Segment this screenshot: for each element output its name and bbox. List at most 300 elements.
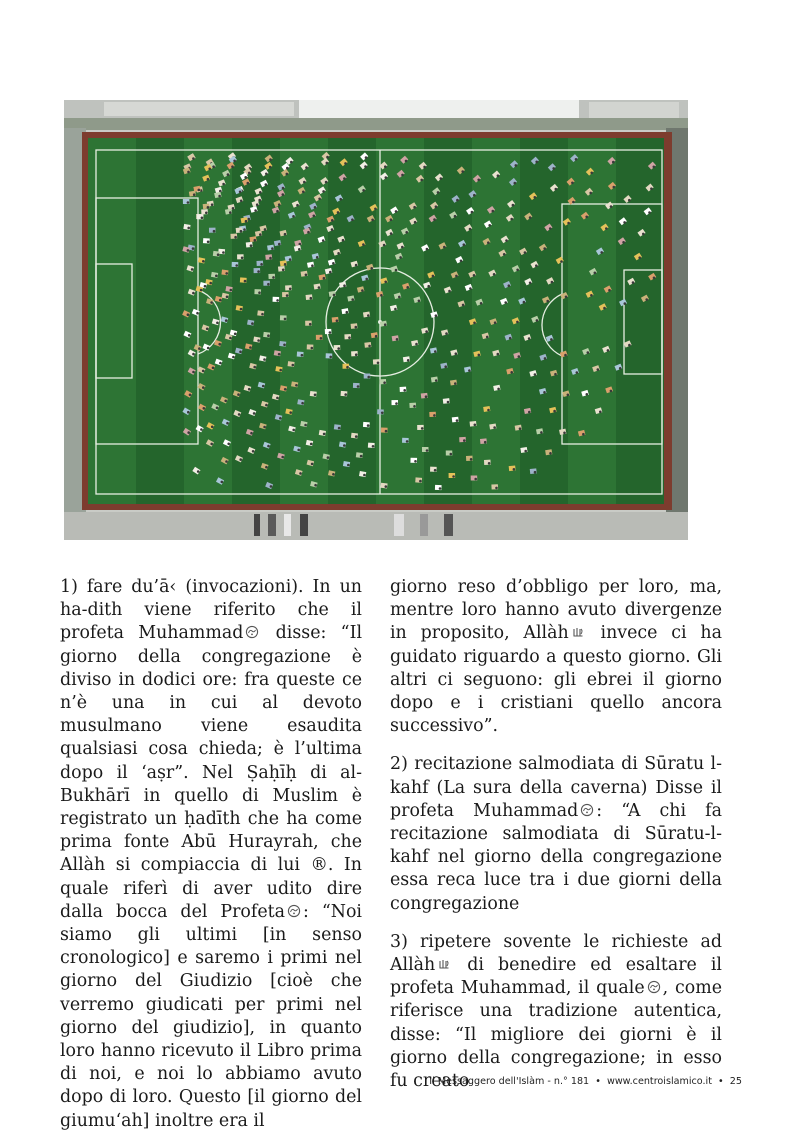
worshipper — [269, 257, 272, 260]
worshipper — [305, 274, 308, 277]
text-run: di benedire ed esaltare il profeta Muhammad, il quale — [390, 955, 722, 999]
worshipper — [603, 307, 606, 310]
worshipper — [316, 256, 319, 259]
worshipper — [642, 233, 645, 236]
worshipper — [197, 470, 200, 473]
worshipper — [189, 394, 192, 397]
allah-ligature-icon — [437, 957, 451, 971]
worshipper — [513, 468, 516, 471]
worshipper — [259, 233, 262, 236]
worshipper — [473, 322, 476, 325]
worshipper — [440, 177, 443, 180]
worshipper — [207, 178, 210, 181]
worshipper — [258, 199, 261, 202]
worshipper — [219, 362, 222, 365]
worshipper — [439, 487, 442, 490]
worshipper — [509, 337, 512, 340]
worshipper — [286, 173, 289, 176]
worshipper — [212, 165, 215, 168]
worshipper — [207, 347, 210, 350]
worshipper — [248, 172, 251, 175]
worshipper — [508, 284, 511, 287]
worshipper — [544, 357, 547, 360]
worshipper — [289, 411, 292, 414]
worshipper — [304, 424, 307, 427]
worshipper — [455, 275, 458, 278]
worshipper — [346, 366, 349, 369]
worshipper — [608, 289, 611, 292]
worshipper — [249, 346, 252, 349]
worshipper — [209, 282, 212, 285]
worshipper — [433, 218, 436, 221]
worshipper — [307, 231, 310, 234]
worshipper — [421, 427, 424, 430]
worshipper — [612, 161, 615, 164]
worshipper — [290, 161, 293, 164]
worshipper — [435, 205, 438, 208]
worshipper — [265, 404, 268, 407]
worshipper — [207, 206, 210, 209]
worshipper — [252, 450, 255, 453]
worshipper — [648, 211, 651, 214]
allah-ligature-icon — [571, 625, 585, 639]
worshipper — [468, 369, 471, 372]
text-run: : “Noi siamo gli ultimi [in senso cronologico] e saremo i primi nel giorno del Giudizio [cioè che verremo giudicati per primi nel giorno del giudizio], in quanto loro hanno ricevuto il Libro prima di noi, e noi lo abbiamo avuto dopo di loro. Questo [il giorno del giumu‘ah] inoltre era il — [60, 901, 362, 1131]
worshipper — [267, 334, 270, 337]
worshipper — [326, 162, 329, 165]
worshipper — [504, 301, 507, 304]
worshipper — [474, 424, 477, 427]
worshipper — [253, 412, 256, 415]
worshipper — [263, 358, 266, 361]
worshipper — [372, 445, 375, 448]
worshipper — [272, 276, 275, 279]
worshipper — [270, 485, 273, 488]
worshipper — [549, 227, 552, 230]
worshipper — [299, 243, 302, 246]
worshipper — [237, 393, 240, 396]
worshipper — [279, 417, 282, 420]
worshipper — [320, 337, 323, 340]
worshipper — [546, 300, 549, 303]
worshipper — [385, 176, 388, 179]
worshipper — [624, 302, 627, 305]
worshipper — [239, 458, 242, 461]
worshipper — [560, 260, 563, 263]
worshipper — [361, 289, 364, 292]
text-run: giorno reso d’obbligo per loro, ma, mentre loro hanno avuto divergenze in proposito, Allàh — [390, 577, 722, 644]
worshipper — [281, 456, 284, 459]
worshipper — [187, 431, 190, 434]
worshipper — [553, 410, 556, 413]
worshipper — [405, 231, 408, 234]
worshipper — [572, 201, 575, 204]
worshipper — [313, 215, 316, 218]
worshipper — [329, 356, 332, 359]
worshipper — [347, 464, 350, 467]
worshipper — [413, 405, 416, 408]
worshipper — [492, 210, 495, 213]
worshipper — [426, 449, 429, 452]
worshipper — [488, 462, 491, 465]
worshipper — [198, 189, 201, 192]
worshipper — [503, 253, 506, 256]
worshipper — [399, 256, 402, 259]
worshipper — [232, 207, 235, 210]
worshipper — [271, 247, 274, 250]
worshipper — [240, 308, 243, 311]
worshipper — [495, 487, 498, 490]
worshipper — [282, 187, 285, 190]
worshipper — [403, 389, 406, 392]
worshipper — [187, 227, 190, 230]
worshipper — [254, 209, 257, 212]
worshipper — [229, 211, 232, 214]
pbuh-ligature-icon — [245, 625, 259, 639]
worshipper — [284, 233, 287, 236]
worshipper — [202, 386, 205, 389]
worshipper — [384, 281, 387, 284]
worshipper — [534, 196, 537, 199]
worshipper — [240, 200, 243, 203]
worshipper — [292, 215, 295, 218]
worshipper — [284, 318, 287, 321]
worshipper — [367, 376, 370, 379]
worshipper — [357, 385, 360, 388]
worshipper — [406, 286, 409, 289]
worshipper — [244, 280, 247, 283]
magazine-issue: Il Messaggero dell'Islàm - n.° 181 — [429, 1076, 590, 1087]
worshipper — [355, 353, 358, 356]
worshipper — [217, 253, 220, 256]
left-text-column — [60, 576, 362, 1144]
worshipper — [434, 350, 437, 353]
worshipper — [257, 339, 260, 342]
worshipper — [278, 203, 281, 206]
worshipper — [512, 204, 515, 207]
worshipper — [516, 321, 519, 324]
worshipper — [375, 335, 378, 338]
worshipper — [486, 336, 489, 339]
worshipper — [494, 321, 497, 324]
worshipper — [346, 311, 349, 314]
worshipper — [192, 353, 195, 356]
worshipper — [226, 422, 229, 425]
worshipper — [318, 286, 321, 289]
page-number: 25 — [729, 1076, 742, 1087]
worshipper — [576, 371, 579, 374]
worshipper — [213, 230, 216, 233]
worshipper — [314, 206, 317, 209]
worshipper — [463, 439, 466, 442]
worshipper — [192, 247, 195, 250]
worshipper — [298, 248, 301, 251]
worshipper — [221, 481, 224, 484]
worshipper — [536, 319, 539, 322]
worshipper — [200, 289, 203, 292]
worshipper — [461, 170, 464, 173]
worshipper — [329, 271, 332, 274]
worshipper — [414, 460, 417, 463]
worshipper — [234, 333, 237, 336]
text-run: 1) fare du’ā‹ (invocazioni). In un ha-dith viene riferito che il profeta Muhammad — [60, 577, 362, 644]
worshipper — [360, 455, 363, 458]
worshipper — [518, 355, 521, 358]
aerial-stadium-photo — [64, 100, 688, 540]
worshipper — [282, 269, 285, 272]
worshipper — [514, 182, 517, 185]
worshipper — [367, 424, 370, 427]
worshipper — [187, 171, 190, 174]
worshipper — [599, 411, 602, 414]
worshipper — [463, 243, 466, 246]
worshipper — [322, 190, 325, 193]
worshipper — [653, 166, 656, 169]
worshipper — [371, 219, 374, 222]
worshipper — [262, 385, 265, 388]
worshipper — [610, 390, 613, 393]
worshipper — [292, 429, 295, 432]
worshipper — [196, 312, 199, 315]
worshipper — [395, 269, 398, 272]
worshipper — [535, 161, 538, 164]
worshipper — [235, 264, 238, 267]
worshipper — [332, 262, 335, 265]
worshipper — [355, 264, 358, 267]
worshipper — [191, 268, 194, 271]
worshipper — [554, 373, 557, 376]
worshipper — [269, 166, 272, 169]
worshipper — [454, 215, 457, 218]
worshipper — [297, 449, 300, 452]
worshipper — [310, 297, 313, 300]
worshipper — [355, 435, 358, 438]
worshipper — [413, 206, 416, 209]
worshipper — [480, 302, 483, 305]
worshipper — [497, 388, 500, 391]
worshipper — [523, 301, 526, 304]
worshipper — [338, 427, 341, 430]
worshipper — [296, 204, 299, 207]
worshipper — [192, 292, 195, 295]
worshipper — [638, 256, 641, 259]
worshipper — [219, 299, 222, 302]
worshipper — [239, 351, 242, 354]
worshipper — [233, 160, 236, 163]
worshipper — [232, 356, 235, 359]
worshipper — [261, 313, 264, 316]
worshipper — [187, 249, 190, 252]
worshipper — [425, 330, 428, 333]
worshipper — [405, 160, 408, 163]
worshipper — [348, 336, 351, 339]
worshipper — [333, 294, 336, 297]
worshipper — [245, 220, 248, 223]
worshipper — [265, 173, 268, 176]
worshipper — [567, 394, 570, 397]
page-footer — [429, 1076, 742, 1087]
worshipper — [396, 338, 399, 341]
worshipper — [303, 181, 306, 184]
worshipper — [550, 338, 553, 341]
paragraph-blessings — [390, 931, 722, 1093]
worshipper — [267, 283, 270, 286]
worshipper — [318, 198, 321, 201]
footer-separator: • — [595, 1076, 601, 1087]
worshipper — [247, 182, 250, 185]
worshipper — [433, 414, 436, 417]
worshipper — [276, 397, 279, 400]
worshipper — [202, 370, 205, 373]
worshipper — [587, 351, 590, 354]
worshipper — [241, 257, 244, 260]
worshipper — [370, 267, 373, 270]
worshipper — [225, 319, 228, 322]
worshipper — [326, 156, 329, 159]
worshipper — [645, 298, 648, 301]
worshipper — [227, 443, 230, 446]
worshipper — [301, 402, 304, 405]
worshipper — [401, 246, 404, 249]
worshipper — [229, 337, 232, 340]
worshipper — [299, 472, 302, 475]
worshipper — [589, 192, 592, 195]
worshipper — [222, 251, 225, 254]
worshipper — [383, 381, 386, 384]
worshipper — [462, 304, 465, 307]
worshipper — [381, 412, 384, 415]
worshipper — [253, 366, 256, 369]
text-run: disse: “Il giorno della congregazione è diviso in dodici ore: fra queste ce n’è una in cui al devoto musulmano viene esaudita qualsiasi cosa chieda; è l’ultima dopo il ‘aṣr”. Nel Ṣaḥīḥ di al-Bukhārī in quello di Muslim è registrato un ḥadīth che ha come prima fonte Abū Hurayrah, che Allàh si compiaccia di lui ®. In quale riferì di aver udito dire dalla bocca del Profeta — [60, 623, 362, 922]
worshipper — [435, 314, 438, 317]
worshipper — [234, 236, 237, 239]
worshipper — [243, 228, 246, 231]
worshipper — [528, 337, 531, 340]
worshipper — [619, 367, 622, 370]
worshipper — [407, 359, 410, 362]
worshipper — [339, 198, 342, 201]
worshipper — [447, 401, 450, 404]
worshipper — [395, 210, 398, 213]
worshipper — [443, 246, 446, 249]
worshipper — [225, 460, 228, 463]
worshipper — [415, 343, 418, 346]
worshipper — [222, 183, 225, 186]
worshipper — [365, 156, 368, 159]
worshipper — [487, 241, 490, 244]
worshipper — [419, 480, 422, 483]
worshipper — [549, 452, 552, 455]
worshipper — [278, 353, 281, 356]
pbuh-ligature-icon — [287, 904, 301, 918]
worshipper — [528, 411, 531, 414]
worshipper — [571, 182, 574, 185]
worshipper — [594, 272, 597, 275]
worshipper — [445, 332, 448, 335]
worshipper — [193, 193, 196, 196]
worshipper — [322, 239, 325, 242]
worshipper — [192, 371, 195, 374]
worshipper — [206, 328, 209, 331]
worshipper — [276, 299, 279, 302]
worshipper — [406, 440, 409, 443]
worshipper — [474, 478, 477, 481]
worshipper — [607, 349, 610, 352]
worshipper — [478, 354, 481, 357]
worshipper — [201, 217, 204, 220]
worshipper — [488, 224, 491, 227]
worshipper — [564, 354, 567, 357]
worshipper — [205, 212, 208, 215]
worshipper — [519, 427, 522, 430]
worshipper — [454, 382, 457, 385]
worshipper — [628, 344, 631, 347]
worshipper — [351, 218, 354, 221]
worshipper — [224, 400, 227, 403]
worshipper — [469, 287, 472, 290]
worshipper — [284, 263, 287, 266]
worshipper — [515, 164, 518, 167]
worshipper — [586, 393, 589, 396]
worshipper — [383, 244, 386, 247]
worshipper — [471, 211, 474, 214]
worshipper — [227, 173, 230, 176]
worshipper — [493, 426, 496, 429]
worshipper — [524, 251, 527, 254]
worshipper — [385, 430, 388, 433]
worshipper — [427, 285, 430, 288]
text-run: 3) ripetere sovente le richieste ad Allàh — [390, 931, 722, 976]
worshipper — [344, 393, 347, 396]
worshipper — [543, 247, 546, 250]
worshipper — [210, 443, 213, 446]
worshipper — [187, 313, 190, 316]
worshipper — [238, 413, 241, 416]
worshipper — [331, 219, 334, 222]
worshipper — [302, 191, 305, 194]
worshipper — [289, 258, 292, 261]
worshipper — [216, 407, 219, 410]
worshipper — [563, 432, 566, 435]
worshipper — [200, 428, 203, 431]
worshipper — [329, 331, 332, 334]
worshipper — [351, 298, 354, 301]
worshipper — [384, 323, 387, 326]
worshipper — [355, 326, 358, 329]
worshipper — [284, 388, 287, 391]
worshipper — [239, 191, 242, 194]
worshipper — [231, 165, 234, 168]
worshipper — [367, 314, 370, 317]
worshipper — [248, 218, 251, 221]
worshipper — [450, 453, 453, 456]
worshipper — [279, 369, 282, 372]
worshipper — [256, 203, 259, 206]
worshipper — [363, 474, 366, 477]
worshipper — [258, 291, 261, 294]
text-run: , come riferisce una tradizione autentica, disse: “Il migliore dei giorni è il giorno della congregazione; in esso fu creato — [390, 978, 722, 1092]
worshipper — [473, 274, 476, 277]
right-text-column — [390, 576, 722, 1104]
worshipper — [380, 294, 383, 297]
worshipper — [269, 158, 272, 161]
worshipper — [452, 475, 455, 478]
worshipper — [420, 179, 423, 182]
worshipper — [292, 364, 295, 367]
website-link[interactable]: www.centroislamico.it — [606, 1076, 712, 1087]
worshipper — [311, 463, 314, 466]
worshipper — [456, 419, 459, 422]
